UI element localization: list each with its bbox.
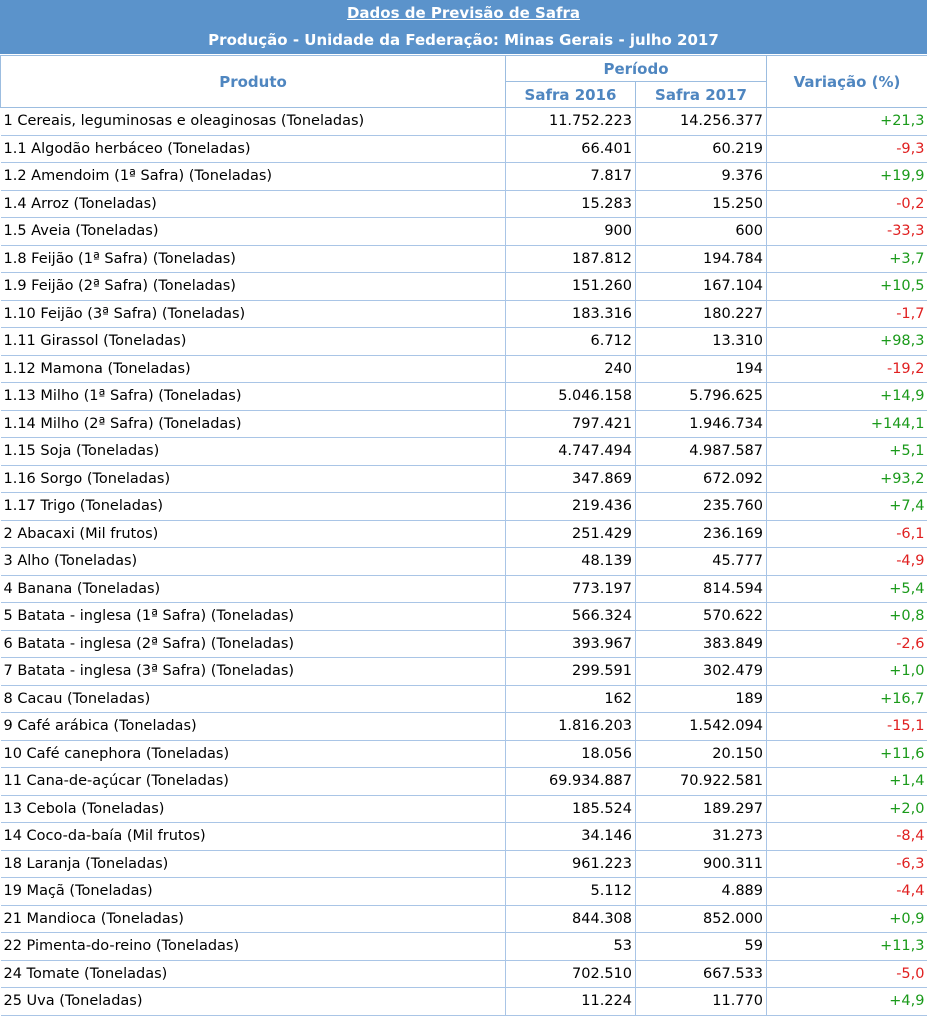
table-row — [1, 300, 927, 328]
cell-safra-2017: 31.273 — [636, 823, 767, 851]
cell-safra-2017: 814.594 — [636, 575, 767, 603]
cell-variacao: -4,9 — [767, 548, 927, 576]
table-row — [1, 465, 927, 493]
cell-safra-2016: 844.308 — [506, 905, 636, 933]
cell-produto: 1.5 Aveia (Toneladas) — [1, 218, 506, 246]
cell-variacao: +19,9 — [767, 163, 927, 191]
cell-safra-2016: 187.812 — [506, 245, 636, 273]
cell-variacao: -0,2 — [767, 190, 927, 218]
cell-safra-2017: 4.889 — [636, 878, 767, 906]
table-row — [1, 135, 927, 163]
cell-safra-2016: 240 — [506, 355, 636, 383]
header-periodo: Período — [506, 56, 767, 82]
cell-safra-2017: 194 — [636, 355, 767, 383]
cell-variacao: -9,3 — [767, 135, 927, 163]
cell-produto: 1.14 Milho (2ª Safra) (Toneladas) — [1, 410, 506, 438]
cell-variacao: +1,4 — [767, 768, 927, 796]
cell-produto: 1.2 Amendoim (1ª Safra) (Toneladas) — [1, 163, 506, 191]
title-banner — [0, 0, 927, 55]
cell-variacao: +5,1 — [767, 438, 927, 466]
cell-safra-2016: 66.401 — [506, 135, 636, 163]
table-row — [1, 740, 927, 768]
table-row — [1, 575, 927, 603]
cell-safra-2016: 53 — [506, 933, 636, 961]
cell-variacao: -4,4 — [767, 878, 927, 906]
table-row — [1, 328, 927, 356]
cell-variacao: +14,9 — [767, 383, 927, 411]
table-row — [1, 438, 927, 466]
cell-produto: 6 Batata - inglesa (2ª Safra) (Toneladas) — [1, 630, 506, 658]
cell-safra-2017: 570.622 — [636, 603, 767, 631]
cell-safra-2017: 13.310 — [636, 328, 767, 356]
cell-safra-2017: 180.227 — [636, 300, 767, 328]
cell-safra-2016: 183.316 — [506, 300, 636, 328]
cell-safra-2016: 797.421 — [506, 410, 636, 438]
cell-produto: 19 Maçã (Toneladas) — [1, 878, 506, 906]
cell-variacao: +10,5 — [767, 273, 927, 301]
cell-produto: 1.1 Algodão herbáceo (Toneladas) — [1, 135, 506, 163]
cell-safra-2017: 667.533 — [636, 960, 767, 988]
table-body — [1, 108, 927, 1016]
cell-safra-2017: 1.946.734 — [636, 410, 767, 438]
cell-produto: 1 Cereais, leguminosas e oleaginosas (Toneladas) — [1, 108, 506, 136]
table-row — [1, 630, 927, 658]
cell-safra-2016: 162 — [506, 685, 636, 713]
cell-safra-2016: 961.223 — [506, 850, 636, 878]
cell-variacao: +11,6 — [767, 740, 927, 768]
cell-produto: 1.16 Sorgo (Toneladas) — [1, 465, 506, 493]
cell-variacao: +1,0 — [767, 658, 927, 686]
table-row — [1, 108, 927, 136]
cell-safra-2016: 251.429 — [506, 520, 636, 548]
table-row — [1, 190, 927, 218]
cell-safra-2016: 566.324 — [506, 603, 636, 631]
cell-safra-2016: 5.046.158 — [506, 383, 636, 411]
cell-safra-2016: 4.747.494 — [506, 438, 636, 466]
cell-variacao: -5,0 — [767, 960, 927, 988]
header-variacao: Variação (%) — [767, 56, 927, 108]
table-row — [1, 823, 927, 851]
table-row — [1, 245, 927, 273]
cell-variacao: +0,8 — [767, 603, 927, 631]
table-row — [1, 493, 927, 521]
cell-produto: 1.15 Soja (Toneladas) — [1, 438, 506, 466]
cell-variacao: -6,3 — [767, 850, 927, 878]
cell-safra-2017: 189.297 — [636, 795, 767, 823]
cell-variacao: +144,1 — [767, 410, 927, 438]
table-row — [1, 685, 927, 713]
table-header — [1, 56, 927, 108]
cell-safra-2017: 236.169 — [636, 520, 767, 548]
table-row — [1, 850, 927, 878]
cell-safra-2017: 70.922.581 — [636, 768, 767, 796]
cell-safra-2017: 600 — [636, 218, 767, 246]
cell-safra-2017: 900.311 — [636, 850, 767, 878]
cell-produto: 5 Batata - inglesa (1ª Safra) (Toneladas) — [1, 603, 506, 631]
cell-safra-2016: 18.056 — [506, 740, 636, 768]
table-row — [1, 355, 927, 383]
cell-safra-2017: 59 — [636, 933, 767, 961]
cell-variacao: -6,1 — [767, 520, 927, 548]
table-row — [1, 878, 927, 906]
cell-produto: 3 Alho (Toneladas) — [1, 548, 506, 576]
table-row — [1, 768, 927, 796]
cell-variacao: +7,4 — [767, 493, 927, 521]
cell-variacao: -15,1 — [767, 713, 927, 741]
table-row — [1, 218, 927, 246]
cell-produto: 1.12 Mamona (Toneladas) — [1, 355, 506, 383]
cell-safra-2017: 4.987.587 — [636, 438, 767, 466]
cell-safra-2016: 393.967 — [506, 630, 636, 658]
table-row — [1, 933, 927, 961]
table-row — [1, 795, 927, 823]
cell-safra-2016: 6.712 — [506, 328, 636, 356]
cell-safra-2016: 185.524 — [506, 795, 636, 823]
cell-variacao: +16,7 — [767, 685, 927, 713]
cell-produto: 25 Uva (Toneladas) — [1, 988, 506, 1016]
cell-produto: 2 Abacaxi (Mil frutos) — [1, 520, 506, 548]
cell-safra-2017: 302.479 — [636, 658, 767, 686]
safra-table — [0, 55, 927, 1016]
cell-produto: 11 Cana-de-açúcar (Toneladas) — [1, 768, 506, 796]
cell-safra-2017: 852.000 — [636, 905, 767, 933]
cell-safra-2016: 11.224 — [506, 988, 636, 1016]
cell-produto: 24 Tomate (Toneladas) — [1, 960, 506, 988]
cell-safra-2017: 14.256.377 — [636, 108, 767, 136]
cell-safra-2017: 1.542.094 — [636, 713, 767, 741]
cell-safra-2016: 1.816.203 — [506, 713, 636, 741]
cell-produto: 1.17 Trigo (Toneladas) — [1, 493, 506, 521]
header-produto: Produto — [1, 56, 506, 108]
cell-produto: 1.8 Feijão (1ª Safra) (Toneladas) — [1, 245, 506, 273]
table-row — [1, 548, 927, 576]
cell-variacao: +93,2 — [767, 465, 927, 493]
cell-safra-2016: 7.817 — [506, 163, 636, 191]
cell-safra-2016: 11.752.223 — [506, 108, 636, 136]
cell-produto: 21 Mandioca (Toneladas) — [1, 905, 506, 933]
cell-variacao: -1,7 — [767, 300, 927, 328]
cell-safra-2016: 299.591 — [506, 658, 636, 686]
table-row — [1, 383, 927, 411]
cell-safra-2016: 48.139 — [506, 548, 636, 576]
cell-safra-2017: 5.796.625 — [636, 383, 767, 411]
header-safra-2017: Safra 2017 — [636, 82, 767, 108]
table-row — [1, 603, 927, 631]
cell-produto: 14 Coco-da-baía (Mil frutos) — [1, 823, 506, 851]
table-row — [1, 520, 927, 548]
cell-variacao: -8,4 — [767, 823, 927, 851]
cell-produto: 13 Cebola (Toneladas) — [1, 795, 506, 823]
cell-safra-2016: 151.260 — [506, 273, 636, 301]
cell-safra-2017: 189 — [636, 685, 767, 713]
cell-variacao: -2,6 — [767, 630, 927, 658]
page-title-link[interactable]: Dados de Previsão de Safra — [346, 4, 581, 22]
cell-variacao: +0,9 — [767, 905, 927, 933]
cell-variacao: -33,3 — [767, 218, 927, 246]
cell-variacao: +4,9 — [767, 988, 927, 1016]
cell-safra-2016: 347.869 — [506, 465, 636, 493]
table-row — [1, 658, 927, 686]
cell-variacao: +3,7 — [767, 245, 927, 273]
cell-produto: 1.4 Arroz (Toneladas) — [1, 190, 506, 218]
table-row — [1, 713, 927, 741]
table-row — [1, 410, 927, 438]
cell-safra-2017: 60.219 — [636, 135, 767, 163]
cell-produto: 1.10 Feijão (3ª Safra) (Toneladas) — [1, 300, 506, 328]
table-row — [1, 905, 927, 933]
cell-safra-2016: 219.436 — [506, 493, 636, 521]
table-row — [1, 988, 927, 1016]
cell-safra-2017: 167.104 — [636, 273, 767, 301]
cell-safra-2017: 383.849 — [636, 630, 767, 658]
cell-safra-2016: 34.146 — [506, 823, 636, 851]
cell-produto: 1.11 Girassol (Toneladas) — [1, 328, 506, 356]
cell-safra-2017: 45.777 — [636, 548, 767, 576]
page-subtitle: Produção - Unidade da Federação: Minas Gerais - julho 2017 — [208, 31, 719, 49]
cell-variacao: +21,3 — [767, 108, 927, 136]
cell-produto: 7 Batata - inglesa (3ª Safra) (Toneladas) — [1, 658, 506, 686]
cell-safra-2016: 15.283 — [506, 190, 636, 218]
table-row — [1, 960, 927, 988]
cell-safra-2017: 672.092 — [636, 465, 767, 493]
cell-produto: 8 Cacau (Toneladas) — [1, 685, 506, 713]
cell-produto: 22 Pimenta-do-reino (Toneladas) — [1, 933, 506, 961]
cell-safra-2017: 235.760 — [636, 493, 767, 521]
cell-safra-2017: 20.150 — [636, 740, 767, 768]
cell-safra-2017: 11.770 — [636, 988, 767, 1016]
cell-variacao: +11,3 — [767, 933, 927, 961]
cell-variacao: -19,2 — [767, 355, 927, 383]
cell-safra-2016: 900 — [506, 218, 636, 246]
cell-safra-2017: 9.376 — [636, 163, 767, 191]
cell-safra-2016: 69.934.887 — [506, 768, 636, 796]
cell-produto: 10 Café canephora (Toneladas) — [1, 740, 506, 768]
cell-variacao: +2,0 — [767, 795, 927, 823]
cell-safra-2016: 773.197 — [506, 575, 636, 603]
table-row — [1, 163, 927, 191]
cell-produto: 9 Café arábica (Toneladas) — [1, 713, 506, 741]
cell-safra-2016: 702.510 — [506, 960, 636, 988]
cell-produto: 1.9 Feijão (2ª Safra) (Toneladas) — [1, 273, 506, 301]
cell-produto: 4 Banana (Toneladas) — [1, 575, 506, 603]
cell-produto: 1.13 Milho (1ª Safra) (Toneladas) — [1, 383, 506, 411]
cell-variacao: +98,3 — [767, 328, 927, 356]
cell-variacao: +5,4 — [767, 575, 927, 603]
table-row — [1, 273, 927, 301]
cell-safra-2016: 5.112 — [506, 878, 636, 906]
cell-safra-2017: 194.784 — [636, 245, 767, 273]
header-safra-2016: Safra 2016 — [506, 82, 636, 108]
cell-produto: 18 Laranja (Toneladas) — [1, 850, 506, 878]
cell-safra-2017: 15.250 — [636, 190, 767, 218]
